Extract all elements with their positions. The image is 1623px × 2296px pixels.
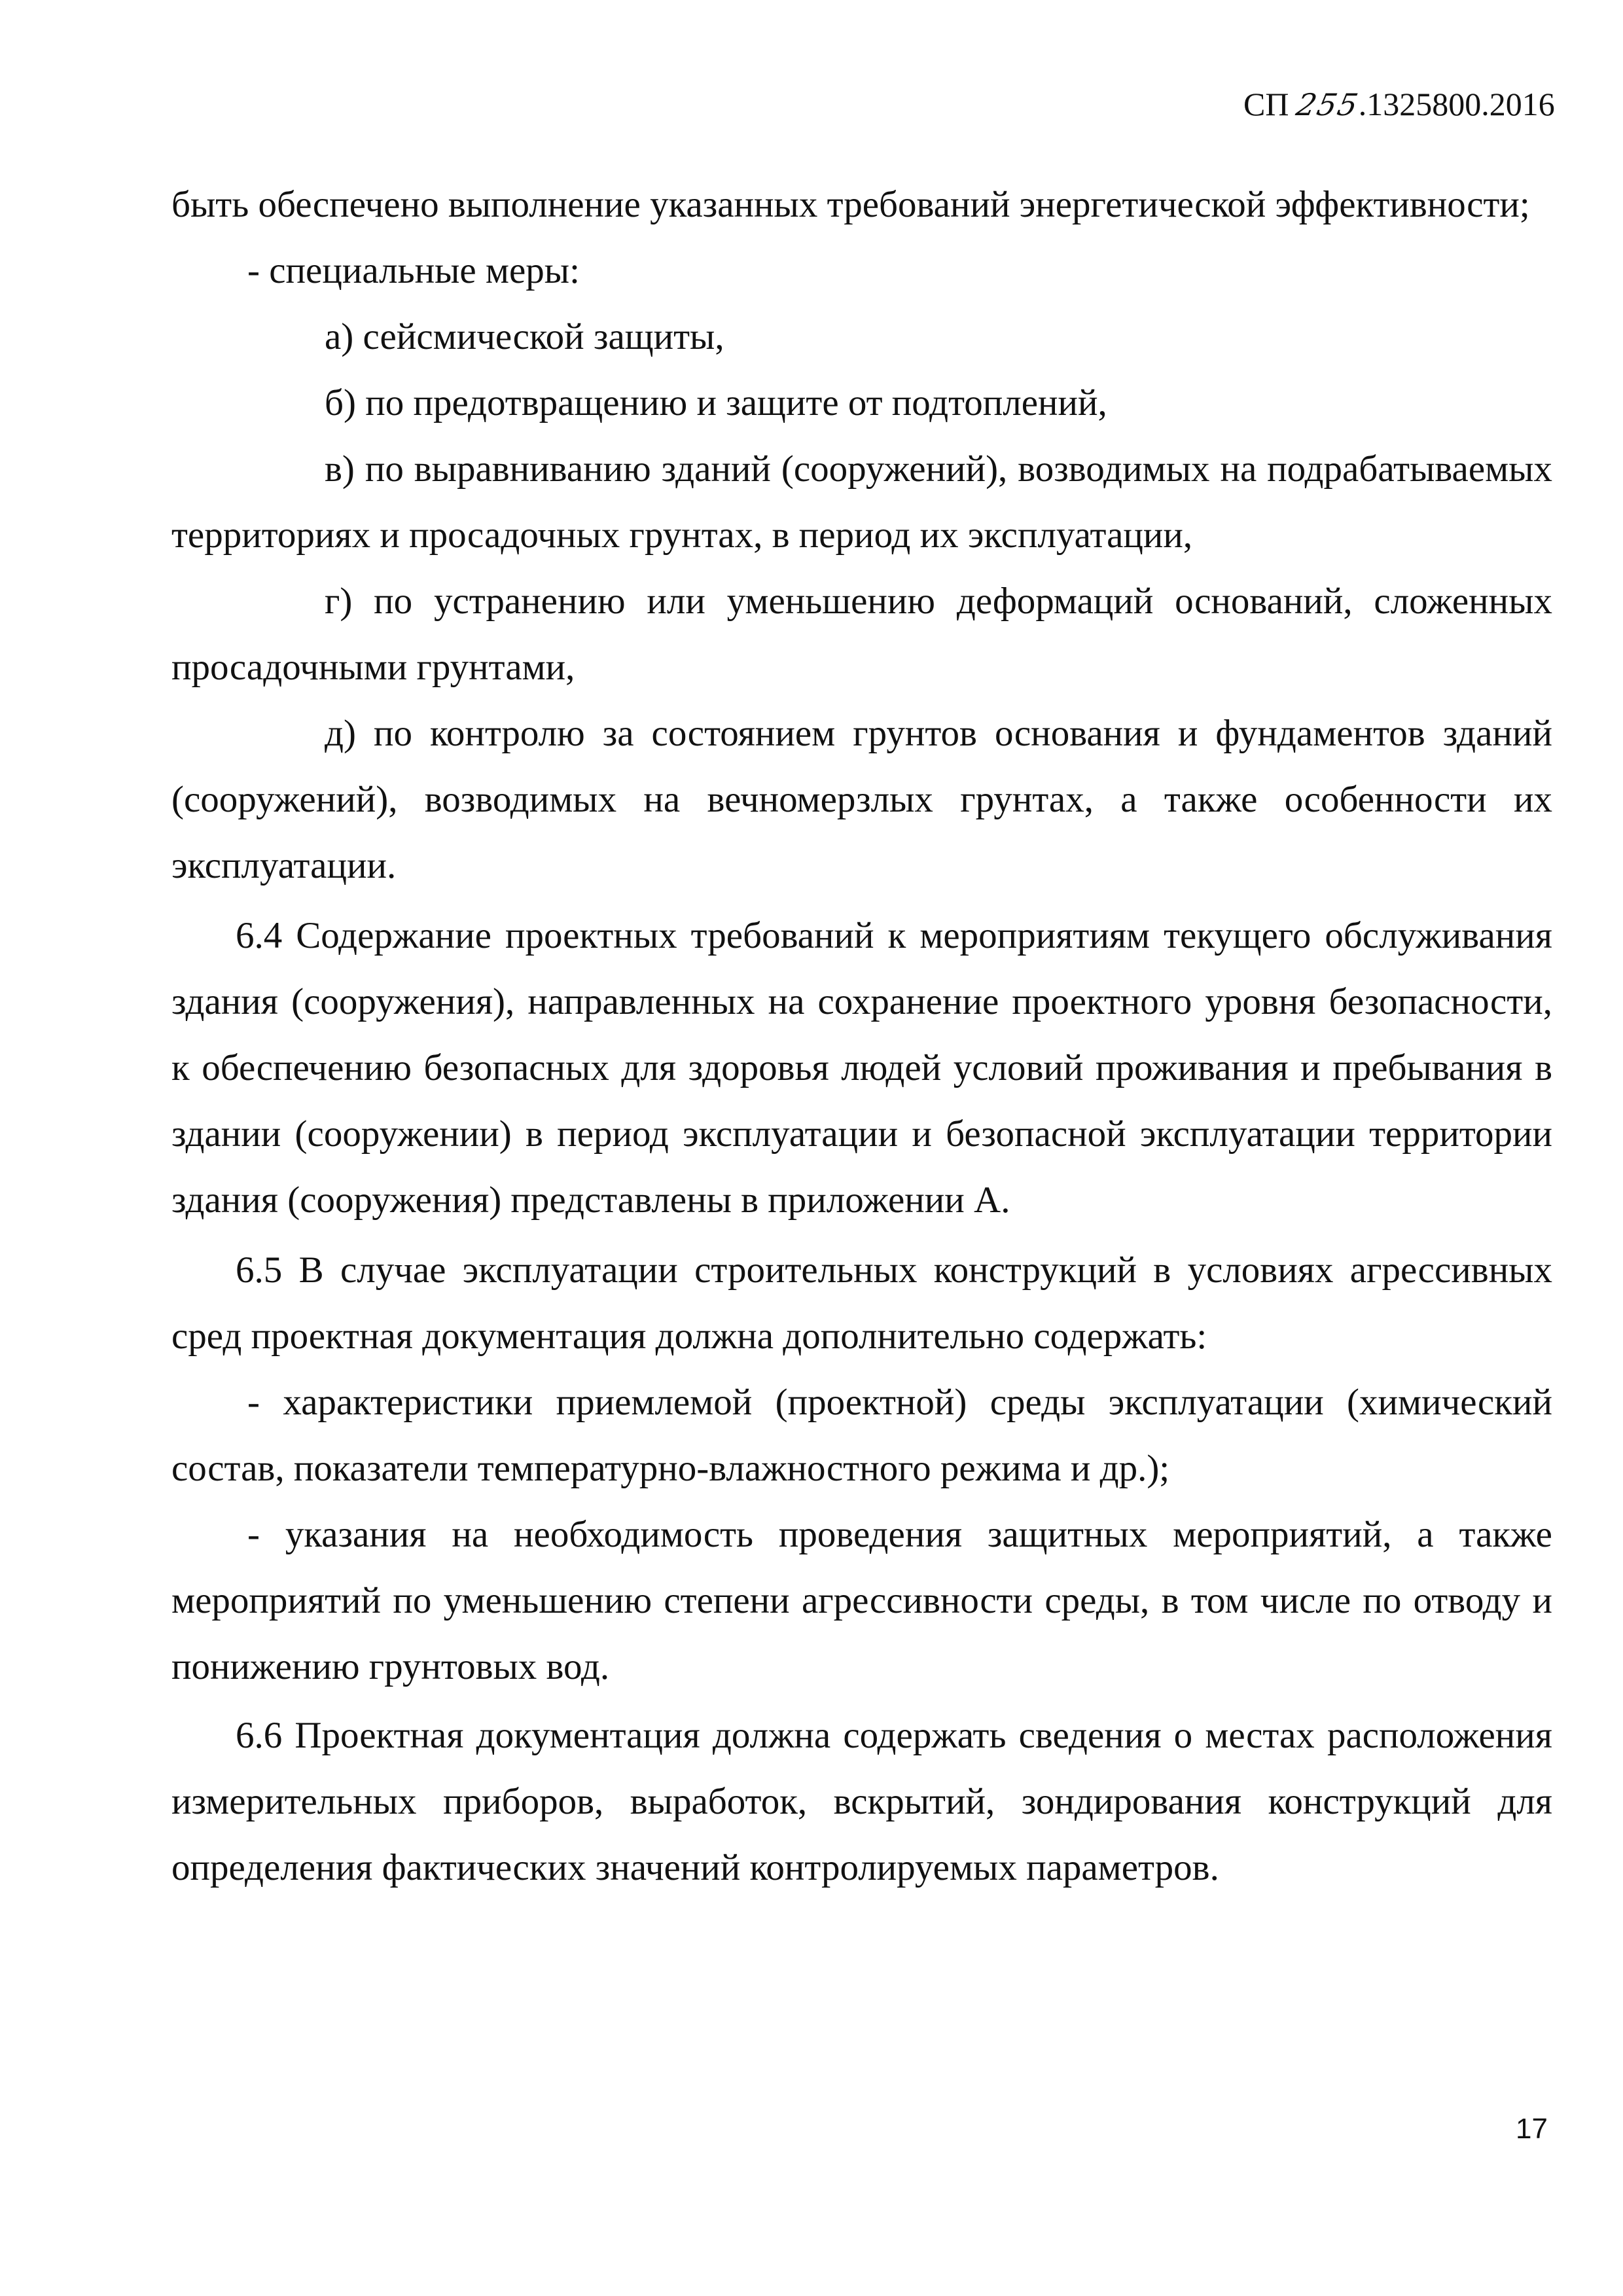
handwritten-code-number: 255 — [1293, 87, 1363, 122]
paragraph-continuation: быть обеспечено выполнение указанных требований энергетической эффективности; — [171, 184, 1530, 225]
clause-6-5: 6.5 В случае эксплуатации строительных конструкций в условиях агрессивных сред проектная документация должна дополнительно содержать: — [171, 1249, 1552, 1357]
list-item-a: а) сейсмической защиты, — [325, 316, 724, 357]
list-intro-special-measures: - специальные меры: — [247, 250, 580, 291]
page-body — [171, 171, 1552, 1901]
list-item-d: д) по контролю за состоянием грунтов основания и фундаментов зданий (сооружений), возводимых на вечномерзлых грунтах, а также особенности их эксплуатации. — [171, 713, 1552, 886]
clause-6-6: 6.6 Проектная документация должна содержать сведения о местах расположения измерительных приборов, выработок, вскрытий, зондирования конструкций для определения фактических значений контролируемых параметров. — [171, 1715, 1552, 1888]
clause-6-5-item-characteristics: - характеристики приемлемой (проектной) среды эксплуатации (химический состав, показатели температурно-влажностного режима и др.); — [171, 1382, 1552, 1489]
list-item-g: г) по устранению или уменьшению деформаций оснований, сложенных просадочными грунтами, — [171, 581, 1552, 688]
document-code-prefix: СП — [1243, 86, 1297, 122]
clause-6-4: 6.4 Содержание проектных требований к мероприятиям текущего обслуживания здания (сооружения), направленных на сохранение проектного уровня безопасности, к обеспечению безопасных для здоровья людей условий проживания и пребывания в здании (сооружении) в период эксплуатации и безопасной эксплуатации территории здания (сооружения) представлены в приложении А. — [171, 915, 1552, 1221]
document-code — [1243, 85, 1564, 123]
clause-6-5-item-instructions: - указания на необходимость проведения защитных мероприятий, а также мероприятий по уменьшению степени агрессивности среды, в том числе по отводу и понижению грунтовых вод. — [171, 1514, 1552, 1687]
document-code-suffix: .1325800.2016 — [1358, 86, 1555, 122]
list-item-b: б) по предотвращению и защите от подтоплений, — [325, 382, 1107, 423]
page-number: 17 — [1516, 2113, 1548, 2145]
list-item-v: в) по выравниванию зданий (сооружений), возводимых на подрабатываемых территориях и просадочных грунтах, в период их эксплуатации, — [171, 448, 1552, 556]
